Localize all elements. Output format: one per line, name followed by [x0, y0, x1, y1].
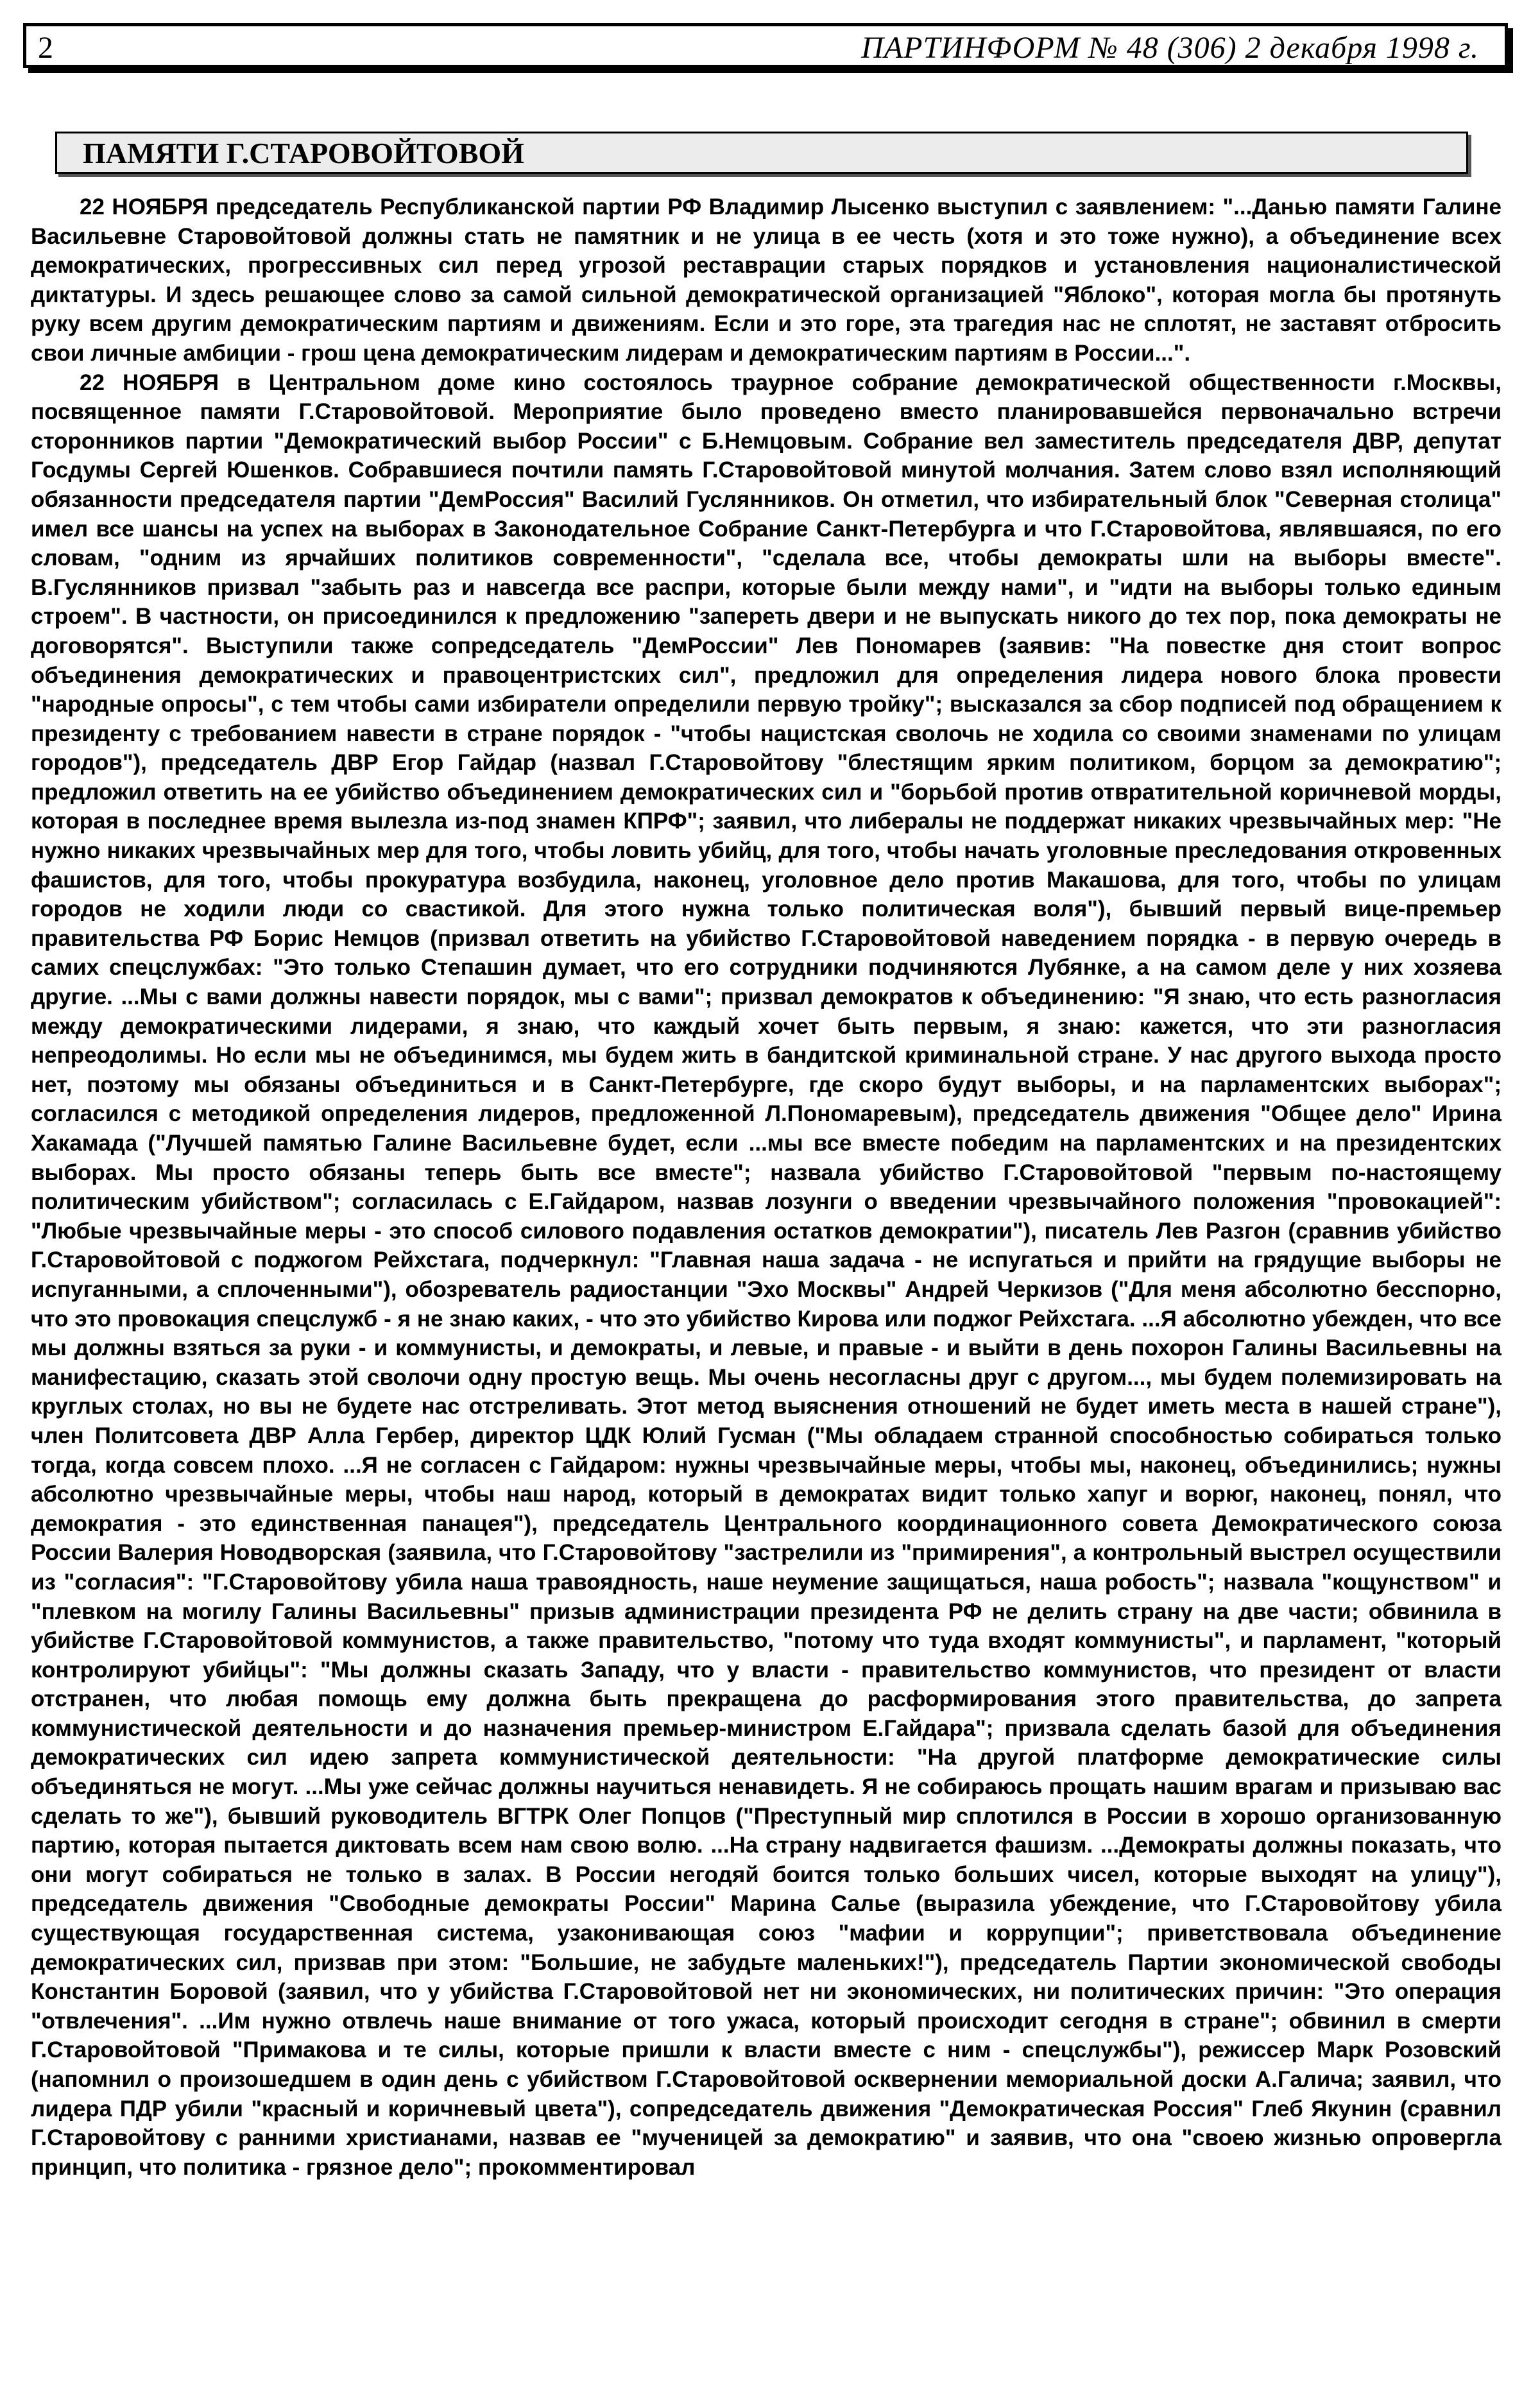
article-body	[31, 193, 1502, 2182]
section-title: ПАМЯТИ Г.СТАРОВОЙТОВОЙ	[83, 137, 524, 169]
section-heading-box	[55, 132, 1468, 174]
page-number: 2	[38, 31, 53, 65]
article-paragraph: 22 НОЯБРЯ председатель Республиканской партии РФ Владимир Лысенко выступил с заявлением: "...Данью памяти Галине Васильевне Старовойтовой должны стать не памятник и не улица в ее честь (хотя и это тоже нужно), а объединение всех демократических, прогрессивных сил перед угрозой реставрации старых порядков и установления националистической диктатуры. И здесь решающее слово за самой сильной демократической организацией "Яблоко", которая могла бы протянуть руку всем другим демократическим партиям и движениям. Если и это горе, эта трагедия нас не сплотят, не заставят отбросить свои личные амбиции - грош цена демократическим лидерам и демократическим партиям в России...".	[31, 194, 1502, 366]
page-header	[23, 23, 1508, 68]
publication-line: ПАРТИНФОРМ № 48 (306) 2 декабря 1998 г.	[861, 31, 1479, 65]
article-paragraph: 22 НОЯБРЯ в Центральном доме кино состоялось траурное собрание демократической общественности г.Москвы, посвященное памяти Г.Старовойтовой. Мероприятие было проведено вместо планировавшейся первоначально встречи сторонников партии "Демократический выбор России" с Б.Немцовым. Собрание вел заместитель председателя ДВР, депутат Госдумы Сергей Юшенков. Собравшиеся почтили память Г.Старовойтовой минутой молчания. Затем слово взял исполняющий обязанности председателя партии "ДемРоссия" Василий Гуслянников. Он отметил, что избирательный блок "Северная столица" имел все шансы на успех на выборах в Законодательное Собрание Санкт-Петербурга и что Г.Старовойтова, являвшаяся, по его словам, "одним из ярчайших политиков современности", "сделала все, чтобы демократы шли на выборы вместе". В.Гуслянников призвал "забыть раз и навсегда все распри, которые были между нами", и "идти на выборы только единым строем". В частности, он присоединился к предложению "запереть двери и не выпускать никого до тех пор, пока демократы не договорятся". Выступили также сопредседатель "ДемРоссии" Лев Пономарев (заявив: "На повестке дня стоит вопрос объединения демократических и правоцентристских сил", предложил для определения лидера нового блока провести "народные опросы", с тем чтобы сами избиратели определили первую тройку"; высказался за сбор подписей под обращением к президенту с требованием навести в стране порядок - "чтобы нацистская сволочь не ходила со своими знаменами по улицам городов"), председатель ДВР Егор Гайдар (назвал Г.Старовойтову "блестящим ярким политиком, борцом за демократию"; предложил ответить на ее убийство объединением демократических сил и "борьбой против отвратительной коричневой морды, которая в последнее время вылезла из-под знамен КПРФ"; заявил, что либералы не поддержат никаких чрезвычайных мер: "Не нужно никаких чрезвычайных мер для того, чтобы ловить убийц, для того, чтобы начать уголовные преследования откровенных фашистов, для того, чтобы прокуратура возбудила, наконец, уголовное дело против Макашова, для того, чтобы по улицам городов не ходили люди со свастикой. Для этого нужна только политическая воля"), бывший первый вице-премьер правительства РФ Борис Немцов (призвал ответить на убийство Г.Старовойтовой наведением порядка - в первую очередь в самих спецслужбах: "Это только Степашин думает, что его сотрудники подчиняются Лубянке, а на самом деле у них хозяева другие. ...Мы с вами должны навести порядок, мы с вами"; призвал демократов к объединению: "Я знаю, что есть разногласия между демократическими лидерами, я знаю, что каждый хочет быть первым, я знаю: кажется, что эти разногласия непреодолимы. Но если мы не объединимся, мы будем жить в бандитской криминальной стране. У нас другого выхода просто нет, поэтому мы обязаны объединиться и в Санкт-Петербурге, где скоро будут выборы, и на парламентских выборах"; согласился с методикой определения лидеров, предложенной Л.Пономаревым), председатель движения "Общее дело" Ирина Хакамада ("Лучшей памятью Галине Васильевне будет, если ...мы все вместе победим на парламентских и на президентских выборах. Мы просто обязаны теперь быть все вместе"; назвала убийство Г.Старовойтовой "первым по-настоящему политическим убийством"; согласилась с Е.Гайдаром, назвав лозунги о введении чрезвычайного положения "провокацией": "Любые чрезвычайные меры - это способ силового подавления остатков демократии"), писатель Лев Разгон (сравнив убийство Г.Старовойтовой с поджогом Рейхстага, подчеркнул: "Главная наша задача - не испугаться и прийти на грядущие выборы не испуганными, а сплоченными"), обозреватель радиостанции "Эхо Москвы" Андрей Черкизов ("Для меня абсолютно бесспорно, что это провокация спецслужб - я не знаю каких, - что это убийство Кирова или поджог Рейхстага. ...Я абсолютно убежден, что все мы должны взяться за руки - и коммунисты, и демократы, и левые, и правые - и выйти в день похорон Галины Васильевны на манифестацию, сказать этой сволочи одну простую вещь. Мы очень несогласны друг с другом..., мы будем полемизировать на круглых столах, но вы не будете нас отстреливать. Этот метод выяснения отношений не будет иметь места в нашей стране"), член Политсовета ДВР Алла Гербер, директор ЦДК Юлий Гусман ("Мы обладаем странной способностью собираться только тогда, когда совсем плохо. ...Я не согласен с Гайдаром: нужны чрезвычайные меры, чтобы мы, наконец, объединились; нужны абсолютно чрезвычайные меры, чтобы наш народ, который в демократах видит только хапуг и ворюг, наконец, понял, что демократия - это единственная панацея"), председатель Центрального координационного совета Демократического союза России Валерия Новодворская (заявила, что Г.Старовойтову "застрелили из "примирения", а контрольный выстрел осуществили из "согласия": "Г.Старовойтову убила наша травоядность, наше неумение защищаться, наша робость"; назвала "кощунством" и "плевком на могилу Галины Васильевны" призыв администрации президента РФ не делить страну на две части; обвинила в убийстве Г.Старовойтовой коммунистов, а также правительство, "потому что туда входят коммунисты", и парламент, "который контролируют убийцы": "Мы должны сказать Западу, что у власти - правительство коммунистов, что президент от власти отстранен, что любая помощь ему должна быть прекращена до расформирования этого правительства, до запрета коммунистической деятельности и до назначения премьер-министром Е.Гайдара"; призвала сделать базой для объединения демократических сил идею запрета коммунистической деятельности: "На другой платформе демократические силы объединяться не могут. ...Мы уже сейчас должны научиться ненавидеть. Я не собираюсь прощать нашим врагам и призываю вас сделать то же"), бывший руководитель ВГТРК Олег Попцов ("Преступный мир сплотился в России в хорошо организованную партию, которая пытается диктовать всем нам свою волю. ...На страну надвигается фашизм. ...Демократы должны показать, что они могут собираться не только в залах. В России негодяй боится только больших чисел, которые выходят на улицу"), председатель движения "Свободные демократы России" Марина Салье (выразила убеждение, что Г.Старовойтову убила существующая государственная система, узаконивающая союз "мафии и коррупции"; приветствовала объединение демократических сил, призвав при этом: "Большие, не забудьте маленьких!"), председатель Партии экономической свободы Константин Боровой (заявил, что у убийства Г.Старовойтовой нет ни экономических, ни политических причин: "Это операция "отвлечения". ...Им нужно отвлечь наше внимание от того ужаса, который происходит сегодня в стране"; обвинил в смерти Г.Старовойтовой "Примакова и те силы, которые пришли к власти вместе с ним - спецслужбы"), режиссер Марк Розовский (напомнил о произошедшем в один день с убийством Г.Старовойтовой осквернении мемориальной доски А.Галича; заявил, что лидера ПДР убили "красный и коричневый цвета"), сопредседатель движения "Демократическая Россия" Глеб Якунин (сравнил Г.Старовойтову с ранними христианами, назвав ее "мученицей за демократию" и заявив, что она "своею жизнью опровергла принцип, что политика - грязное дело"; прокомментировал	[31, 370, 1502, 2180]
